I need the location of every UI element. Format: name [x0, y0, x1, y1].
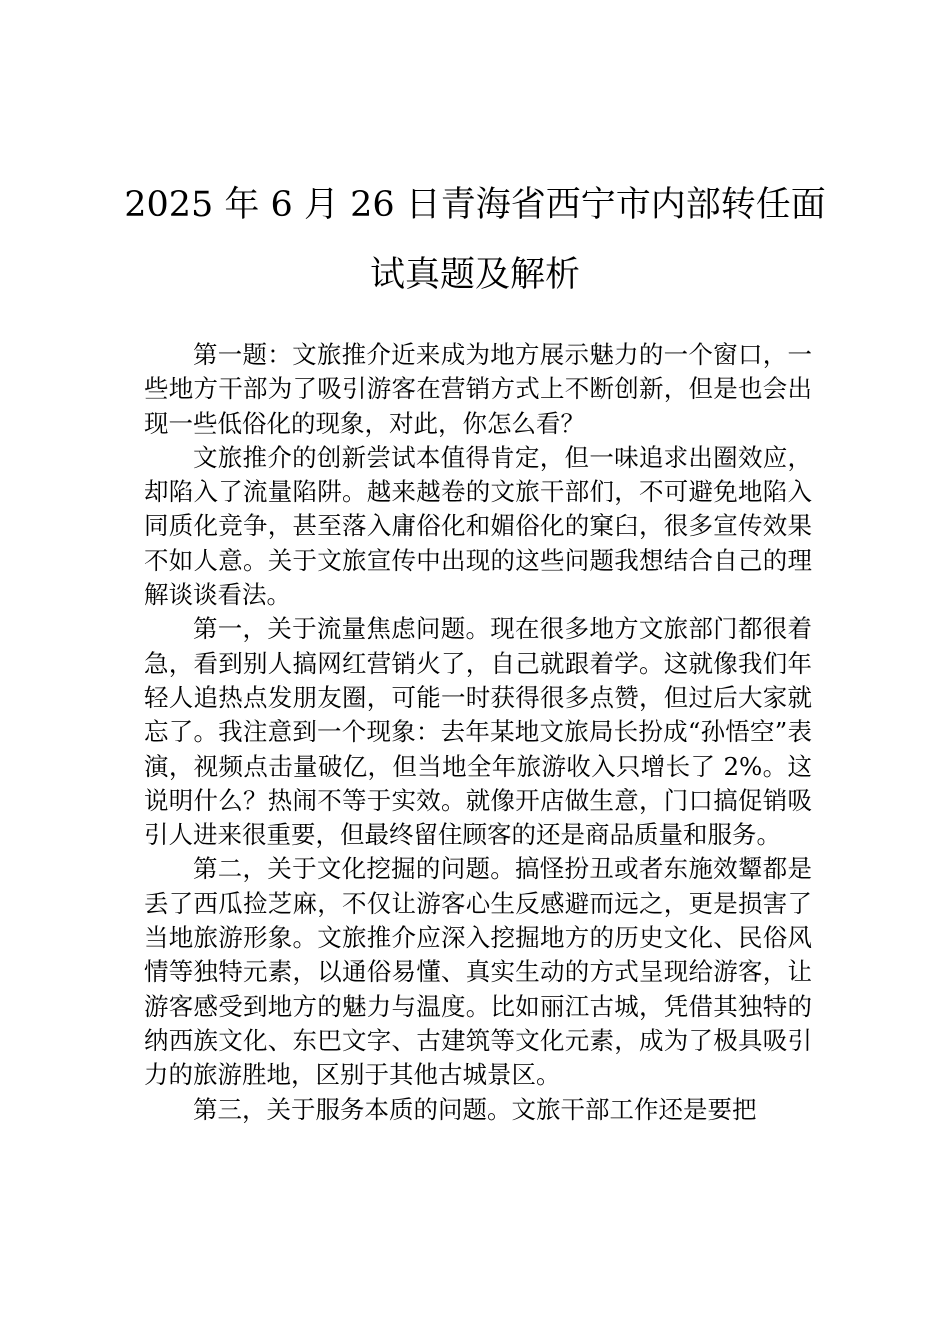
paragraph-question: 第一题：文旅推介近来成为地方展示魅力的一个窗口，一些地方干部为了吸引游客在营销方式上不断创新，但是也会出现一些低俗化的现象，对此，你怎么看？	[144, 340, 812, 438]
title-line-2: 试真题及解析	[369, 255, 580, 295]
paragraph-point-2: 第二，关于文化挖掘的问题。搞怪扮丑或者东施效颦都是丢了西瓜捡芝麻，不仅让游客心生反感避而远之，更是损害了当地旅游形象。文旅推介应深入挖掘地方的历史文化、民俗风情等独特元素，以通俗易懂、真实生动的方式呈现给游客，让游客感受到地方的魅力与温度。比如丽江古城，凭借其独特的纳西族文化、东巴文字、古建筑等文化元素，成为了极具吸引力的旅游胜地，区别于其他古城景区。	[144, 854, 812, 1090]
paragraph-point-1: 第一，关于流量焦虑问题。现在很多地方文旅部门都很着急，看到别人搞网红营销火了，自己就跟着学。这就像我们年轻人追热点发朋友圈，可能一时获得很多点赞，但过后大家就忘了。我注意到一个现象：去年某地文旅局长扮成“孙悟空”表演，视频点击量破亿，但当地全年旅游收入只增长了 2%。这说明什么？热闹不等于实效。就像开店做生意，门口搞促销吸引人进来很重要，但最终留住顾客的还是商品质量和服务。	[144, 614, 812, 850]
document-body	[144, 338, 812, 1127]
paragraph-point-3: 第三，关于服务本质的问题。文旅干部工作还是要把	[193, 1094, 757, 1124]
document-title	[100, 170, 850, 310]
paragraph-intro: 文旅推介的创新尝试本值得肯定，但一味追求出圈效应，却陷入了流量陷阱。越来越卷的文旅干部们，不可避免地陷入同质化竞争，甚至落入庸俗化和媚俗化的窠臼，很多宣传效果不如人意。关于文旅宣传中出现的这些问题我想结合自己的理解谈谈看法。	[144, 442, 812, 610]
title-line-1: 2025 年 6 月 26 日青海省西宁市内部转任面	[124, 185, 826, 225]
